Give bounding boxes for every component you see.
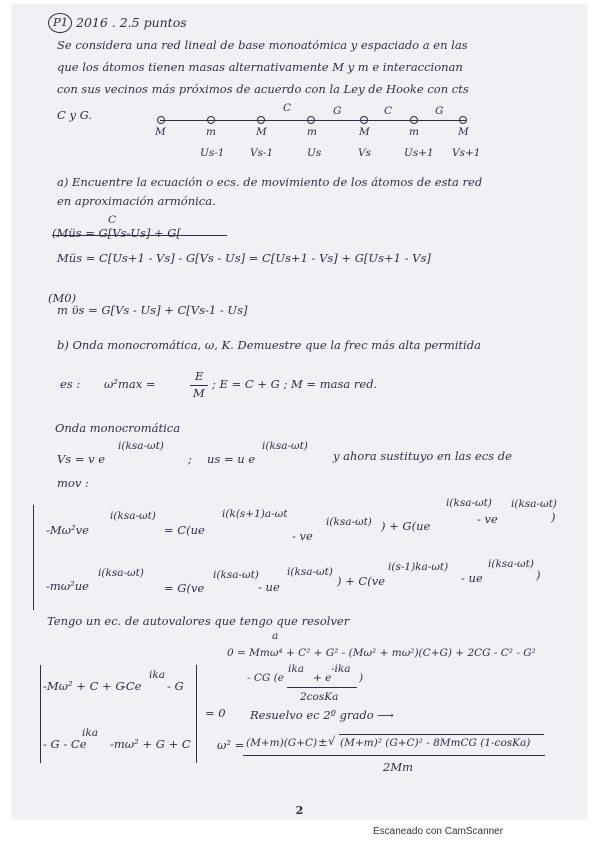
system-row1-mid-exp: i(k(s+1)a-ωt: [222, 508, 288, 520]
intro-line-1: Se considera una red lineal de base monoatómica y espaciado a en las: [57, 38, 468, 52]
system-row2-close: ): [536, 568, 541, 582]
system-row2-left-exp: i(ksa-ωt): [98, 567, 144, 579]
displacement-us: Us: [307, 147, 322, 159]
system-row2-last: - ue: [461, 571, 483, 585]
eigen-poly2-exp2: -ika: [331, 663, 351, 675]
atom-4: [307, 116, 315, 124]
system-row2-mid-exp: i(ksa-ωt): [213, 569, 259, 581]
system-row1-last: - ve: [477, 512, 498, 526]
substitute-text: y ahora sustituyo en las ecs de: [333, 449, 512, 463]
system-row2-minus-exp: i(ksa-ωt): [287, 566, 333, 578]
eigen-poly2-plus: + e: [313, 672, 332, 684]
atom-7: [459, 116, 467, 124]
underbrace: [287, 687, 357, 688]
eigen-poly2-close: ): [359, 672, 364, 684]
system-row1-plus: ) + G(ue: [381, 519, 431, 533]
omega-squared: ω² =: [217, 738, 245, 752]
system-row1-minus-exp: i(ksa-ωt): [326, 516, 372, 528]
displacement-vs-1: Vs-1: [250, 147, 274, 159]
determinant-right-bar: [196, 665, 197, 763]
wave-label: Onda monocromática: [55, 421, 181, 435]
mass-label-6: m: [409, 126, 419, 138]
mass-label-5: M: [359, 126, 370, 138]
intro-line-3: con sus vecinos más próximos de acuerdo con la Ley de Hooke con cts: [57, 82, 469, 96]
sqrt-sign: √: [328, 734, 336, 748]
system-row1-last-exp: i(ksa-ωt): [511, 498, 557, 510]
atom-1: [157, 116, 165, 124]
spring-constant-3: C: [384, 105, 393, 117]
displacement-vs: Vs: [358, 147, 371, 159]
scanner-footer: Escaneado con CamScanner: [373, 826, 504, 837]
label-m: (M0): [48, 291, 77, 305]
page-number: 2: [295, 804, 304, 817]
system-row1-mid: = C(ue: [164, 523, 205, 537]
equation-of-motion-m: m ϋs = G[Vs - Us] + C[Vs-1 - Us]: [57, 303, 248, 317]
fraction-numerator: E: [195, 369, 204, 383]
solve-text: Resuelvo ec 2º grado ⟶: [250, 708, 394, 722]
spring-constant-1: C: [283, 102, 292, 114]
system-brace: [33, 505, 34, 610]
equation-of-motion-M: Müs = C[Us+1 - Vs] - G[Vs - Us] = C[Us+1 - Vs] + G[Us+1 - Vs]: [57, 251, 431, 265]
mass-label-1: M: [155, 126, 166, 138]
matrix-r1c2-tail: - G: [167, 679, 184, 693]
mass-label-3: M: [256, 126, 267, 138]
atom-5: [360, 116, 368, 124]
part-b-question: b) Onda monocromática, ω, K. Demuestre que la frec más alta permitida: [57, 338, 481, 352]
strike-through: [52, 235, 227, 236]
sqrt-overline: [339, 734, 544, 735]
mass-label-2: m: [206, 126, 216, 138]
numerator-sqrt: (M+m)² (G+C)² - 8MmCG (1-cosKa): [340, 737, 531, 749]
matrix-r1c2: -Ce: [122, 679, 142, 693]
eigen-polynomial: 0 = Mmω⁴ + C² + G² - (Mω² + mω²)(C+G) + 2CG - C² - G²: [227, 647, 536, 659]
system-row2-left: -mω²ue: [46, 579, 89, 593]
system-row2-plus: ) + C(ve: [337, 574, 386, 588]
atom-2: [207, 116, 215, 124]
cos-label: 2cosKa: [300, 691, 339, 703]
wave-us-exponent: i(ksa-ωt): [262, 440, 308, 452]
mass-label-7: M: [458, 126, 469, 138]
eigen-intro: Tengo un ec. de autovalores que tengo que resolver: [47, 614, 350, 628]
denominator: 2Mm: [383, 760, 413, 774]
system-row2-mid: = G(ve: [164, 581, 205, 595]
wave-vs-exponent: i(ksa-ωt): [118, 440, 164, 452]
part-a-question-1: a) Encuentre la ecuación o ecs. de movimiento de los átomos de esta red: [57, 175, 483, 189]
eigen-note-a: a: [272, 630, 279, 642]
spring-constant-4: G: [435, 105, 444, 117]
crossed-equation: (Müs = G[Vs-Us] + G[: [52, 226, 181, 240]
mass-label-4: m: [307, 126, 317, 138]
system-row2-plus-exp: i(s-1)ka-ωt): [388, 561, 449, 573]
wave-us: us = u e: [207, 452, 256, 466]
atom-6: [410, 116, 418, 124]
matrix-r1c1: -Mω² + C + G: [43, 679, 125, 693]
displacement-us-1: Us-1: [200, 147, 225, 159]
page-title: 2016 . 2.5 puntos: [76, 15, 187, 30]
wave-vs: Vs = v e: [57, 452, 106, 466]
crossed-annotation: C: [108, 214, 117, 226]
system-row1-close: ): [551, 510, 556, 524]
matrix-r2c1-exp: ika: [82, 727, 98, 739]
problem-number: P1: [53, 15, 69, 29]
system-row1-left-exp: i(ksa-ωt): [110, 510, 156, 522]
wave-separator: ;: [188, 452, 192, 466]
system-row1-minus: - ve: [292, 529, 313, 543]
atom-3: [257, 116, 265, 124]
plus-minus: ±: [318, 735, 328, 749]
numerator-left: (M+m)(G+C): [246, 737, 318, 749]
matrix-r2c1: - G - Ce: [43, 737, 87, 751]
displacement-vs+1: Vs+1: [452, 147, 481, 159]
determinant-left-bar: [40, 665, 41, 763]
part-a-question-2: en aproximación armónica.: [57, 194, 216, 208]
system-row1-left: -Mω²ve: [46, 523, 89, 537]
system-row2-last-exp: i(ksa-ωt): [488, 558, 534, 570]
mov-label: mov :: [57, 476, 89, 490]
matrix-r2c2: -mω² + G + C: [110, 737, 191, 751]
eigen-poly2-exp1: ika: [288, 663, 304, 675]
eigen-polynomial-2: - CG (e: [247, 672, 284, 684]
intro-line-2: que los átomos tienen masas alternativamente M y m e interaccionan: [57, 60, 463, 74]
omega-max: ω²max =: [104, 377, 156, 391]
definitions: ; E = C + G ; M = masa red.: [212, 377, 378, 391]
es-label: es :: [60, 377, 81, 391]
spring-constant-2: G: [333, 105, 342, 117]
determinant-equals-zero: = 0: [205, 706, 226, 720]
displacement-us+1: Us+1: [404, 147, 434, 159]
intro-line-4: C y G.: [57, 108, 93, 122]
omega-fraction-bar: [243, 755, 545, 756]
system-row1-plus-exp: i(ksa-ωt): [446, 497, 492, 509]
matrix-r1c2-exp: ika: [149, 669, 165, 681]
system-row2-minus: - ue: [258, 580, 280, 594]
fraction-denominator: M: [193, 386, 205, 400]
